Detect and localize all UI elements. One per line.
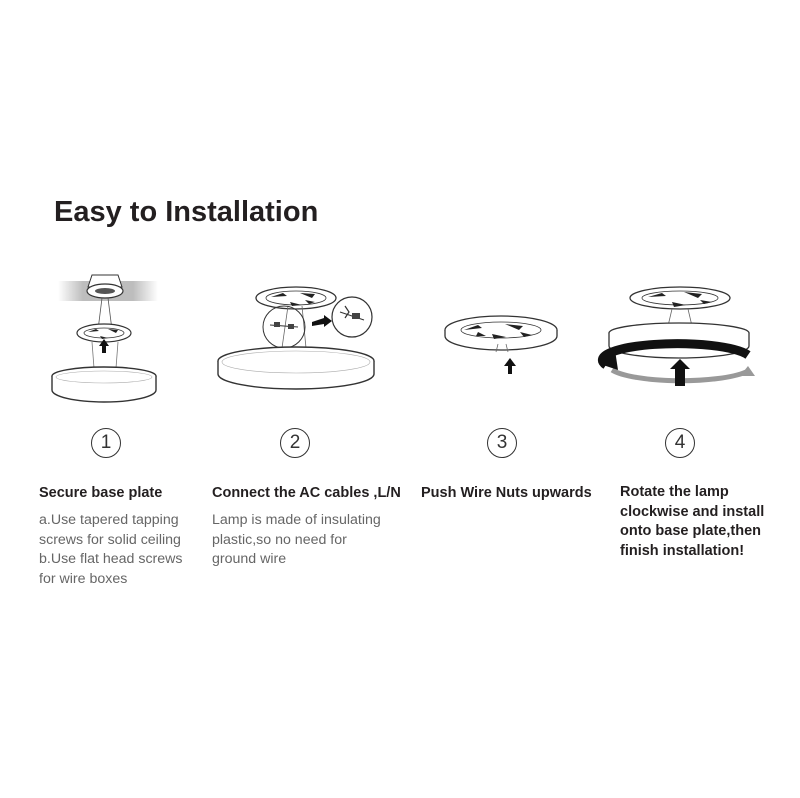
step-2-body	[212, 511, 381, 570]
step-3-illustration	[445, 316, 557, 374]
step-1-heading: Secure base plate	[39, 485, 163, 501]
step-2-heading: Connect the AC cables ,L/N	[212, 485, 401, 501]
step-2-illustration	[218, 287, 374, 389]
step-4-heading-line: finish installation!	[620, 542, 745, 559]
step-3-heading: Push Wire Nuts upwards	[421, 485, 592, 501]
step-4-illustration	[600, 287, 755, 386]
step-4-heading-line: Rotate the lamp	[620, 484, 729, 500]
step-4-heading-line: clockwise and install	[620, 503, 765, 520]
step-2-body-line: ground wire	[212, 551, 287, 567]
step-1-body-line: b.Use flat head screws	[39, 551, 183, 567]
step-3-number: 3	[487, 428, 517, 458]
step-1-illustration	[52, 275, 158, 402]
step-4-number: 4	[665, 428, 695, 458]
step-2-number: 2	[280, 428, 310, 458]
step-2-body-line: Lamp is made of insulating	[212, 512, 381, 528]
step-2-body-line: plastic,so no need for	[212, 531, 347, 548]
step-4-heading-line: onto base plate,then	[620, 523, 761, 539]
step-4-heading	[620, 483, 764, 561]
step-1-body-line: screws for solid ceiling	[39, 531, 181, 548]
step-1-body	[39, 511, 183, 589]
step-1-body-line: a.Use tapered tapping	[39, 512, 179, 528]
page-title: Easy to Installation	[54, 196, 319, 228]
step-1-number: 1	[91, 428, 121, 458]
step-1-body-line: for wire boxes	[39, 570, 128, 587]
